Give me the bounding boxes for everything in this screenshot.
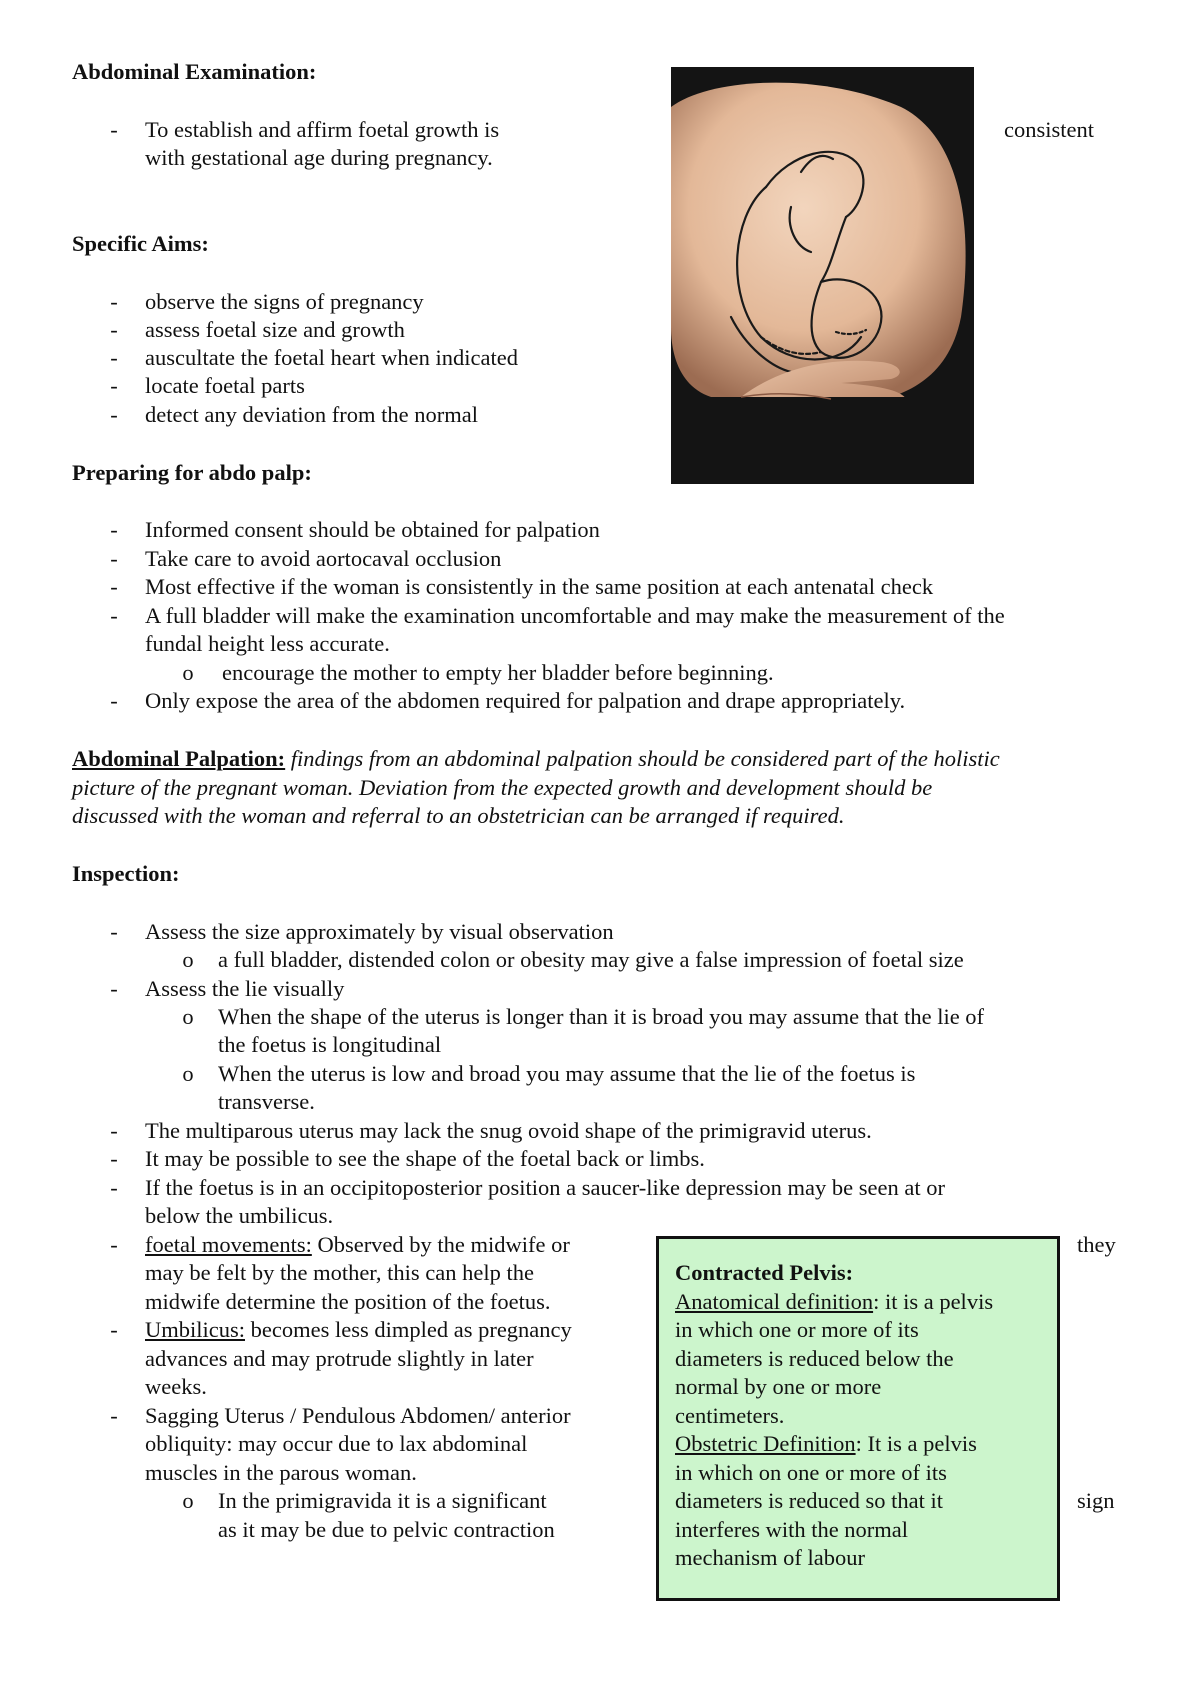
list-item: Assess the size approximately by visual observation [145, 919, 614, 944]
palpation-paragraph-line2: picture of the pregnant woman. Deviation from the expected growth and development should be [72, 775, 933, 800]
umbilicus-label: Umbilicus: [145, 1317, 245, 1342]
sub-list-item: encourage the mother to empty her bladder before beginning. [222, 660, 774, 685]
sub-bullet: o [182, 947, 194, 972]
aim-line-left: To establish and affirm foetal growth is [145, 117, 500, 142]
list-item: If the foetus is in an occipitoposterior position a saucer-like depression may be seen at or [145, 1175, 945, 1200]
section-heading-preparing: Preparing for abdo palp: [72, 460, 312, 485]
list-item: locate foetal parts [145, 373, 305, 398]
list-item: auscultate the foetal heart when indicated [145, 345, 518, 370]
sub-list-item: a full bladder, distended colon or obesity may give a false impression of foetal size [218, 947, 964, 972]
contracted-pelvis-box [656, 1236, 1060, 1601]
section-heading-abdominal-examination: Abdominal Examination: [72, 59, 317, 84]
list-item: Informed consent should be obtained for palpation [145, 517, 600, 542]
dash-bullet: - [110, 117, 118, 142]
section-heading-inspection: Inspection: [72, 861, 180, 886]
dash-bullet: - [110, 1317, 118, 1342]
anatomical-definition-line3: diameters is reduced below the [675, 1346, 954, 1371]
dash-bullet: - [110, 317, 118, 342]
dash-bullet: - [110, 1403, 118, 1428]
foetal-movements-line3: midwife determine the position of the foetus. [145, 1289, 551, 1314]
obstetric-definition-line4: interferes with the normal [675, 1517, 909, 1542]
list-item: Take care to avoid aortocaval occlusion [145, 546, 502, 571]
list-item-continuation: below the umbilicus. [145, 1203, 334, 1228]
list-item: It may be possible to see the shape of the foetal back or limbs. [145, 1146, 705, 1171]
sagging-uterus-line2: obliquity: may occur due to lax abdominal [145, 1431, 528, 1456]
list-item: Only expose the area of the abdomen required for palpation and drape appropriately. [145, 688, 906, 713]
dash-bullet: - [110, 688, 118, 713]
obstetric-definition-line5: mechanism of labour [675, 1545, 865, 1570]
umbilicus-line1 [145, 1316, 572, 1345]
dash-bullet: - [110, 546, 118, 571]
sub-bullet: o [182, 660, 194, 685]
obstetric-definition-line2: in which on one or more of its [675, 1460, 947, 1485]
sub-list-item-continuation: transverse. [218, 1089, 315, 1114]
aim-line-right: consistent [1004, 117, 1094, 142]
sub-list-item: When the uterus is low and broad you may assume that the lie of the foetus is [218, 1061, 916, 1086]
list-item: detect any deviation from the normal [145, 402, 479, 427]
list-item: The multiparous uterus may lack the snug ovoid shape of the primigravid uterus. [145, 1118, 872, 1143]
list-item: A full bladder will make the examination uncomfortable and may make the measurement of the [145, 603, 1005, 628]
list-item: Assess the lie visually [145, 976, 345, 1001]
sagging-uterus-line3: muscles in the parous woman. [145, 1460, 417, 1485]
aim-line-continuation: with gestational age during pregnancy. [145, 145, 493, 170]
primigravida-line1: In the primigravida it is a significant [218, 1488, 547, 1513]
dash-bullet: - [110, 402, 118, 427]
list-item-continuation: fundal height less accurate. [145, 631, 390, 656]
palpation-paragraph-line3: discussed with the woman and referral to an obstetrician can be arranged if required. [72, 803, 845, 828]
anatomical-definition-line1 [675, 1288, 993, 1317]
dash-bullet: - [110, 289, 118, 314]
palpation-label: Abdominal Palpation: [72, 746, 286, 771]
foetal-movements-text: Observed by the midwife or [311, 1232, 570, 1257]
foetal-movements-right: they [1077, 1232, 1116, 1257]
obstetric-definition-line3: diameters is reduced so that it [675, 1488, 944, 1513]
palpation-text: findings from an abdominal palpation should be considered part of the holistic [285, 746, 1000, 771]
anatomical-definition-line2: in which one or more of its [675, 1317, 919, 1342]
primigravida-line2: as it may be due to pelvic contraction [218, 1517, 555, 1542]
list-item: assess foetal size and growth [145, 317, 405, 342]
dash-bullet: - [110, 976, 118, 1001]
dash-bullet: - [110, 1232, 118, 1257]
dash-bullet: - [110, 373, 118, 398]
dash-bullet: - [110, 919, 118, 944]
list-item: Most effective if the woman is consistently in the same position at each antenatal check [145, 574, 934, 599]
anatomical-definition-label: Anatomical definition [675, 1289, 874, 1314]
umbilicus-line3: weeks. [145, 1374, 207, 1399]
anatomical-definition-line5: centimeters. [675, 1403, 785, 1428]
foetal-movements-line2: may be felt by the mother, this can help the [145, 1260, 534, 1285]
sagging-uterus-line1: Sagging Uterus / Pendulous Abdomen/ anterior [145, 1403, 571, 1428]
pelvis-box-title: Contracted Pelvis: [675, 1260, 854, 1285]
sub-bullet: o [182, 1488, 194, 1513]
obstetric-definition-text: : It is a pelvis [855, 1431, 977, 1456]
pregnant-belly-foetus-drawing-icon [671, 67, 974, 484]
umbilicus-line2: advances and may protrude slightly in later [145, 1346, 534, 1371]
dash-bullet: - [110, 1118, 118, 1143]
foetal-movements-line1 [145, 1231, 570, 1260]
dash-bullet: - [110, 574, 118, 599]
list-item: observe the signs of pregnancy [145, 289, 424, 314]
primigravida-right: sign [1077, 1488, 1115, 1513]
sub-bullet: o [182, 1061, 194, 1086]
sub-list-item: When the shape of the uterus is longer than it is broad you may assume that the lie of [218, 1004, 985, 1029]
umbilicus-text: becomes less dimpled as pregnancy [245, 1317, 572, 1342]
dash-bullet: - [110, 1175, 118, 1200]
obstetric-definition-line1 [675, 1430, 977, 1459]
dash-bullet: - [110, 1146, 118, 1171]
dash-bullet: - [110, 603, 118, 628]
sub-bullet: o [182, 1004, 194, 1029]
obstetric-definition-label: Obstetric Definition [675, 1431, 856, 1456]
pregnant-belly-image [671, 67, 974, 484]
dash-bullet: - [110, 345, 118, 370]
sub-list-item-continuation: the foetus is longitudinal [218, 1032, 442, 1057]
anatomical-definition-text: : it is a pelvis [873, 1289, 994, 1314]
foetal-movements-label: foetal movements: [145, 1232, 312, 1257]
section-heading-specific-aims: Specific Aims: [72, 231, 209, 256]
anatomical-definition-line4: normal by one or more [675, 1374, 882, 1399]
palpation-paragraph-line1 [72, 745, 1000, 774]
dash-bullet: - [110, 517, 118, 542]
